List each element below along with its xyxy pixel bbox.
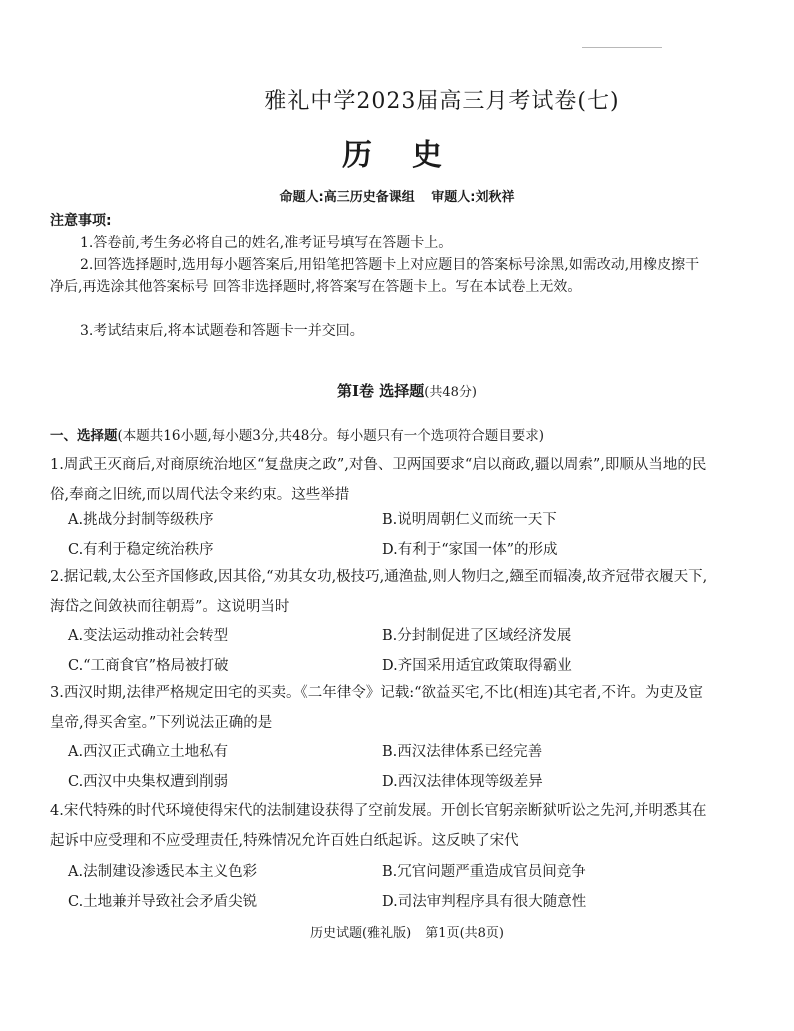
question-3-option-b: B.西汉法律体系已经完善 xyxy=(382,744,543,760)
part-instructions: (本题共16小题,每小题3分,共48分。每小题只有一个选项符合题目要求) xyxy=(117,428,545,444)
question-3-option-c: C.西汉中央集权遭到削弱 xyxy=(68,774,229,790)
footer-exam-name: 历史试题(雅礼版) xyxy=(310,926,412,941)
question-4-option-c: C.土地兼并导致社会矛盾尖锐 xyxy=(68,894,258,910)
question-1-stem: 1.周武王灭商后,对商原统治地区“复盘庚之政”,对鲁、卫两国要求“启以商政,疆以周索”,即顺从当地的民俗,奉商之旧统,而以周代法令来约束。这些举措 xyxy=(50,457,707,503)
section-note: (共48分) xyxy=(424,385,477,400)
question-2-option-b: B.分封制促进了区域经济发展 xyxy=(382,628,572,644)
question-1-option-d: D.有利于“家国一体”的形成 xyxy=(382,542,558,558)
section-name: 第Ⅰ卷 选择题 xyxy=(337,382,425,400)
question-4-option-d: D.司法审判程序具有很大随意性 xyxy=(382,894,587,910)
question-2-option-c: C.“工商食官”格局被打破 xyxy=(68,658,229,674)
author: 命题人:高三历史备课组 xyxy=(279,190,415,205)
question-3-stem: 3.西汉时期,法律严格规定田宅的买卖。《二年律令》记载:“欲益买宅,不比(相连)其宅者,不许。为吏及宦皇帝,得买舍室。”下列说法正确的是 xyxy=(50,685,704,731)
subject-title: 历史 xyxy=(342,138,482,173)
question-2-option-d: D.齐国采用适宜政策取得霸业 xyxy=(382,658,572,674)
part-name: 一、选择题 xyxy=(50,428,118,444)
question-3-option-d: D.西汉法律体现等级差异 xyxy=(382,774,543,790)
notice-item-1: 1.答卷前,考生务必将自己的姓名,准考证号填写在答题卡上。 xyxy=(80,235,453,251)
exam-title: 雅礼中学2023届高三月考试卷(七) xyxy=(264,89,620,114)
question-2-option-a: A.变法运动推动社会转型 xyxy=(68,628,229,644)
question-3-option-a: A.西汉正式确立土地私有 xyxy=(68,744,229,760)
question-4-option-a: A.法制建设渗透民本主义色彩 xyxy=(68,864,258,880)
question-4-option-b: B.冗官问题严重造成官员间竞争 xyxy=(382,864,586,880)
section-title xyxy=(0,380,794,401)
notice-item-2: 2.回答选择题时,选用每小题答案后,用铅笔把答题卡上对应题目的答案标号涂黑,如需改动,用橡皮擦干净后,再选涂其他答案标号 回答非选择题时,将答案写在答题卡上。写在本试卷上无效。 xyxy=(50,257,700,295)
question-1-option-a: A.挑战分封制等级秩序 xyxy=(68,512,214,528)
question-1-option-c: C.有利于稳定统治秩序 xyxy=(68,542,214,558)
corner-scan-line xyxy=(582,47,662,48)
question-4-stem: 4.宋代特殊的时代环境使得宋代的法制建设获得了空前发展。开创长官躬亲断狱听讼之先河,并明悉其在起诉中应受理和不应受理责任,特殊情况允许百姓白纸起诉。这反映了宋代 xyxy=(50,803,707,849)
page-footer xyxy=(0,922,794,941)
question-1-option-b: B.说明周朝仁义而统一天下 xyxy=(382,512,557,528)
notice-item-3: 3.考试结束后,将本试题卷和答题卡一并交回。 xyxy=(80,323,364,339)
question-2-stem: 2.据记载,太公至齐国修政,因其俗,“劝其女功,极技巧,通渔盐,则人物归之,繦至而辐凑,故齐冠带衣履天下,海岱之间敛袂而往朝焉”。这说明当时 xyxy=(50,569,708,615)
part-title xyxy=(50,424,544,444)
footer-page-number: 第1页(共8页) xyxy=(425,926,504,941)
author-line xyxy=(0,186,794,205)
reviewer: 审题人:刘秋祥 xyxy=(431,190,515,205)
notice-title: 注意事项: xyxy=(50,213,112,229)
